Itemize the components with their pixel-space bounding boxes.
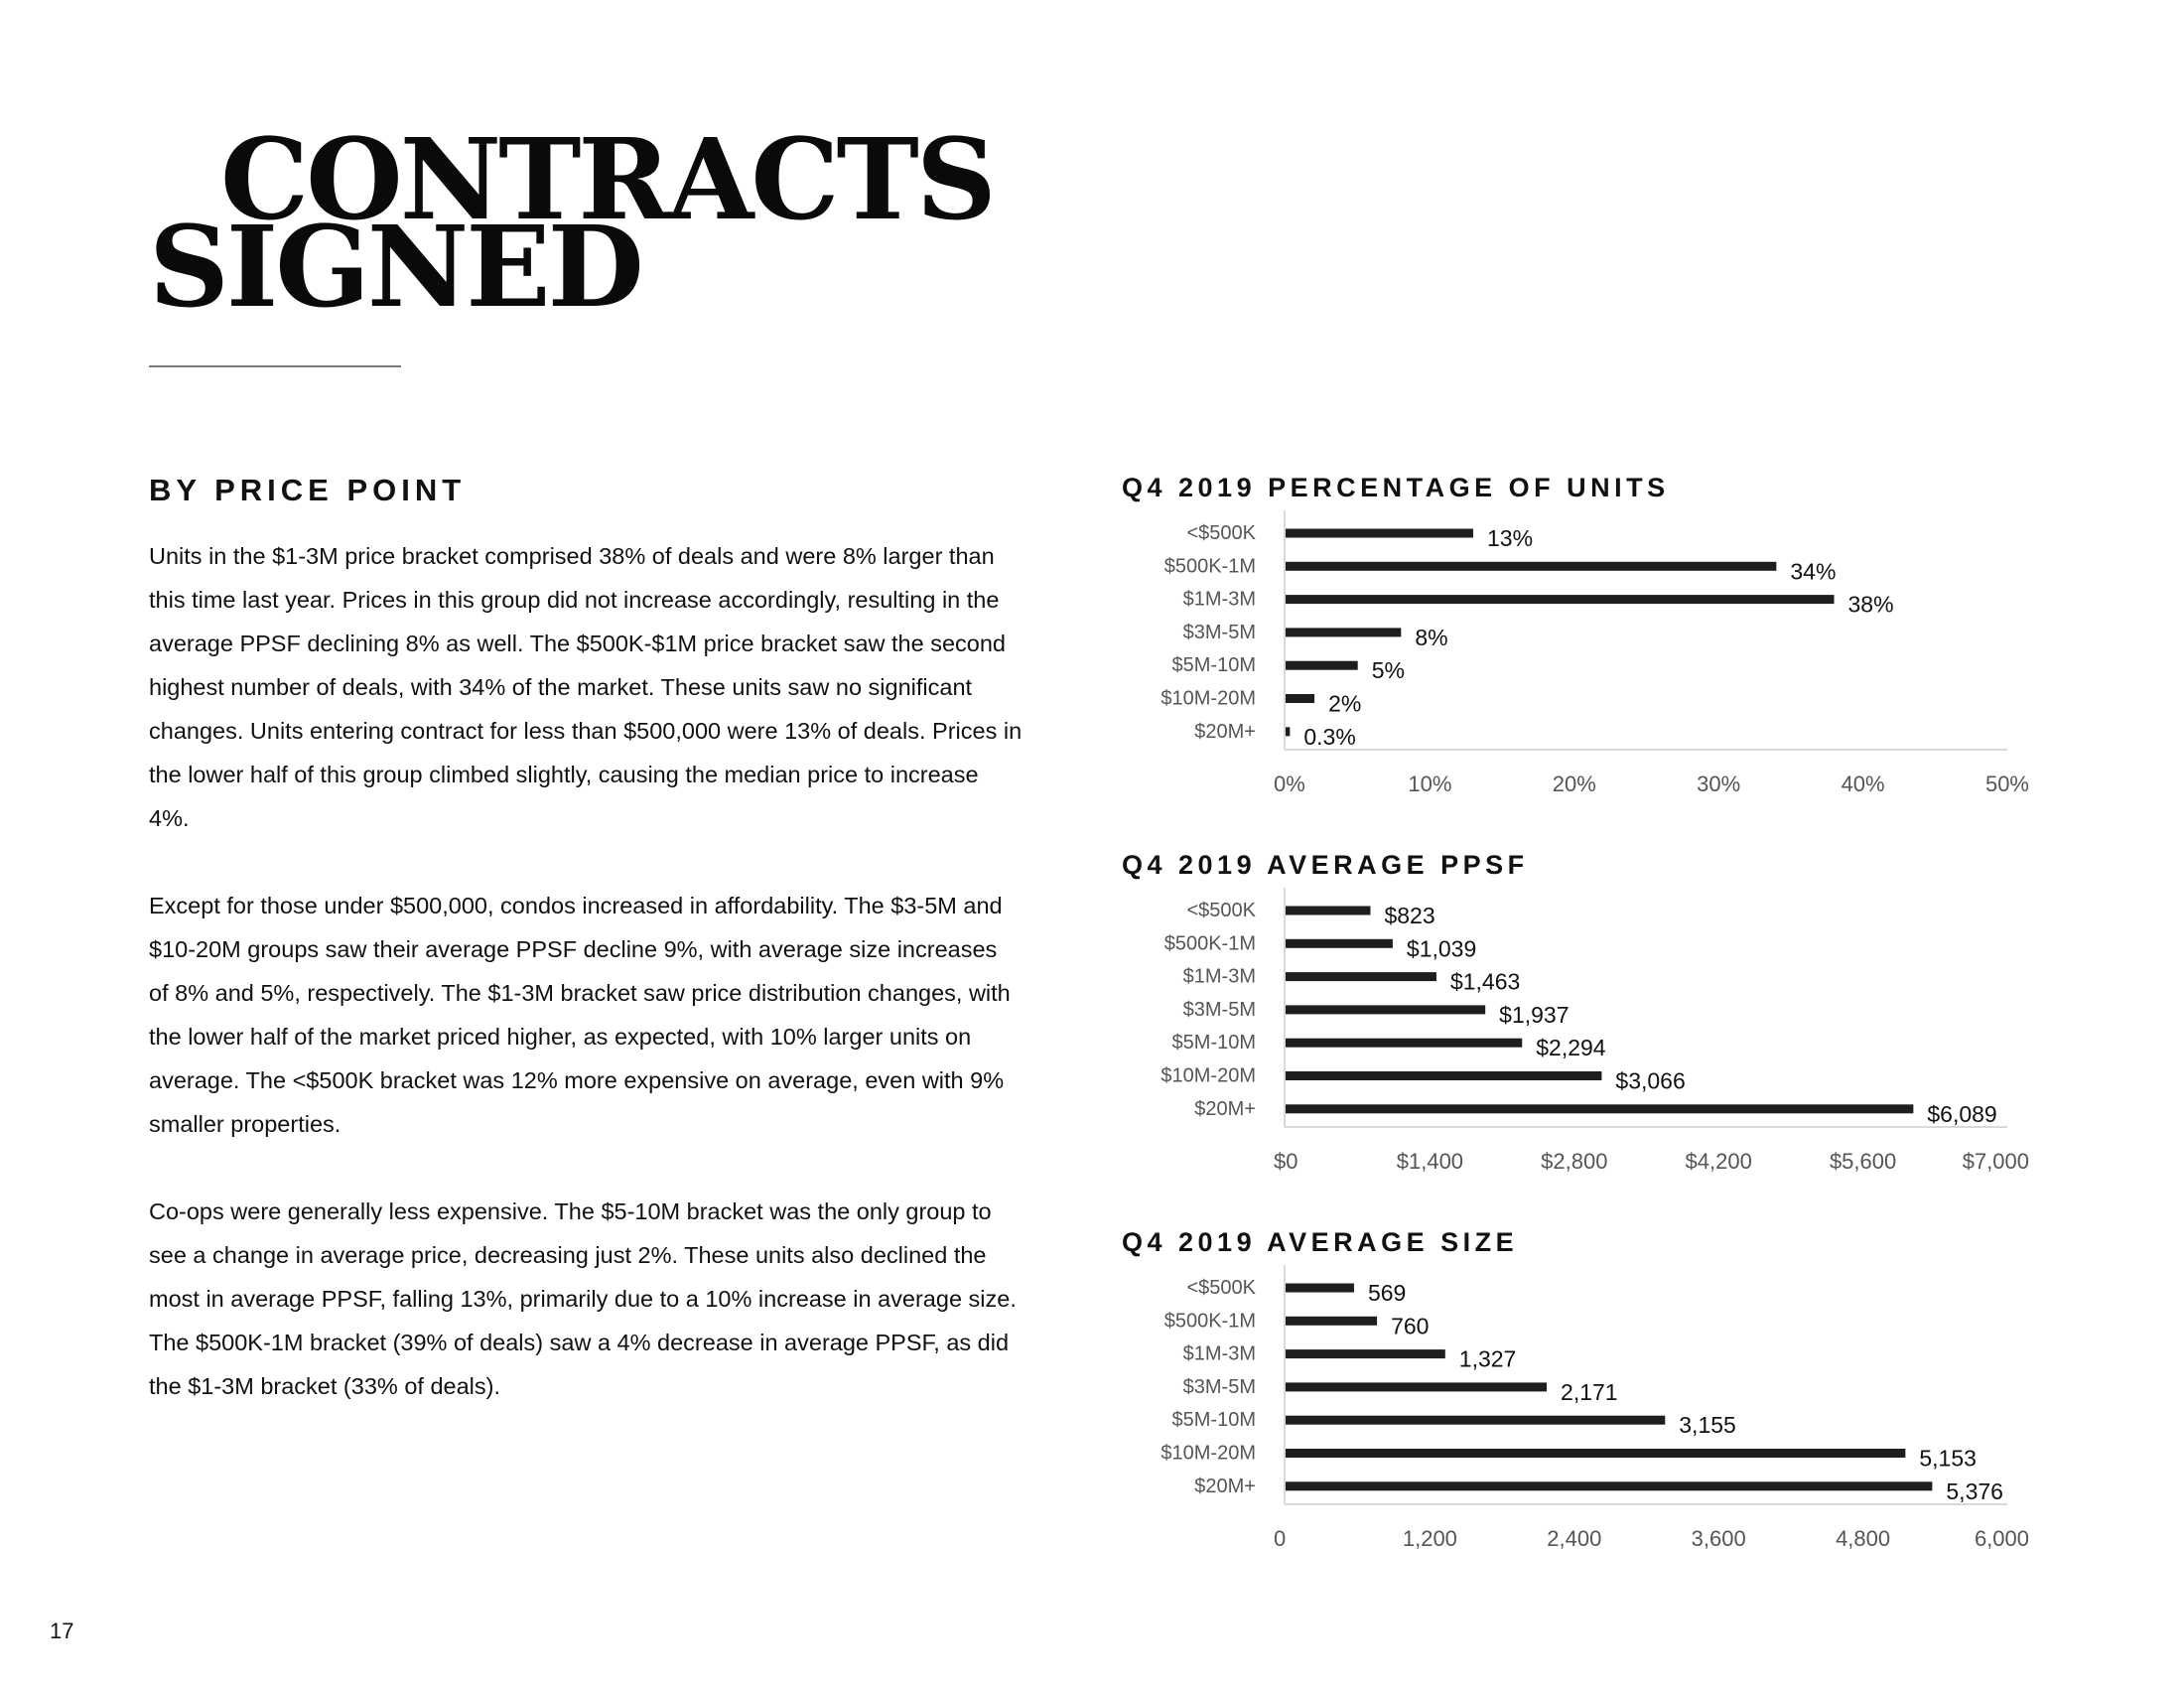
tick-label-2-800: $2,800 — [1541, 1149, 1608, 1174]
value-label-1m-3m: $1,463 — [1449, 968, 1521, 995]
bar-1m-3m — [1286, 595, 1835, 604]
paragraph-2: Except for those under $500,000, condos increased in affordability. The $3-5M and $10-20M groups saw their average PPSF decline 9%, with average size increases of 8% and 5%, respectively. The $1-3M bracket saw price distribution changes, with the lower half of the market priced higher, as expected, with 10% larger units on average. The <$500K bracket was 12% more expensive on average, even with 9% smaller properties. — [149, 893, 1011, 1137]
value-label-500k: 13% — [1487, 525, 1534, 551]
tick-label-20: 20% — [1552, 772, 1596, 796]
category-label-10m-20m: $10M-20M — [1160, 687, 1256, 710]
category-label-10m-20m: $10M-20M — [1160, 1442, 1256, 1465]
value-label-1m-3m: 38% — [1847, 591, 1894, 618]
bar-3m-5m — [1286, 1382, 1547, 1391]
tick-label-6-000: 6,000 — [1974, 1526, 2029, 1551]
value-label-5m-10m: 3,155 — [1679, 1412, 1736, 1439]
bar-500k-1m — [1286, 562, 1776, 571]
page-title — [149, 115, 994, 333]
category-label-500k: <$500K — [1186, 522, 1256, 544]
value-label-20m: $6,089 — [1927, 1100, 1997, 1127]
tick-label-50: 50% — [1984, 772, 2029, 796]
category-label-5m-10m: $5M-10M — [1171, 654, 1256, 677]
value-label-3m-5m: 8% — [1415, 624, 1448, 650]
tick-label-1-200: 1,200 — [1402, 1526, 1457, 1551]
bar-5m-10m — [1286, 661, 1358, 670]
category-label-20m: $20M+ — [1194, 1475, 1256, 1497]
page-title-line-1: CONTRACTS — [220, 115, 994, 245]
value-label-5m-10m: 5% — [1371, 657, 1405, 684]
value-label-500k-1m: $1,039 — [1406, 935, 1477, 962]
value-label-20m: 5,376 — [1946, 1477, 2003, 1504]
category-label-10m-20m: $10M-20M — [1160, 1064, 1256, 1087]
value-label-3m-5m: $1,937 — [1499, 1001, 1570, 1028]
value-label-500k: 569 — [1367, 1280, 1407, 1306]
tick-label-10: 10% — [1408, 772, 1452, 796]
chart-average-ppsf — [1122, 884, 2055, 1182]
bar-10m-20m — [1286, 1449, 1905, 1458]
section-heading: BY PRICE POINT — [149, 473, 467, 507]
page-title-line-2: SIGNED — [149, 203, 641, 333]
chart-average-size — [1122, 1261, 2055, 1559]
paragraph-3: Co-ops were generally less expensive. The $5-10M bracket was the only group to see a change in average price, decreasing just 2%. These units also declined the most in average PPSF, falling 13%, primarily due to a 10% increase in average size. The $500K-1M bracket (39% of deals) saw a 4% decrease in average PPSF, as did the $1-3M bracket (33% of deals). — [149, 1198, 1017, 1399]
category-label-500k-1m: $500K-1M — [1163, 1310, 1256, 1333]
bar-10m-20m — [1286, 694, 1314, 703]
bar-1m-3m — [1286, 972, 1436, 981]
bar-500k — [1286, 1284, 1354, 1293]
value-label-10m-20m: $3,066 — [1615, 1067, 1686, 1094]
category-label-3m-5m: $3M-5M — [1182, 621, 1256, 643]
tick-label-4-200: $4,200 — [1685, 1149, 1752, 1174]
tick-label-40: 40% — [1841, 772, 1885, 796]
category-label-1m-3m: $1M-3M — [1182, 965, 1256, 988]
category-label-500k-1m: $500K-1M — [1163, 932, 1256, 955]
category-label-500k-1m: $500K-1M — [1163, 555, 1256, 578]
tick-label-3-600: 3,600 — [1691, 1526, 1746, 1551]
value-label-10m-20m: 5,153 — [1919, 1445, 1977, 1472]
value-label-20m: 0.3% — [1303, 723, 1356, 750]
value-label-500k-1m: 34% — [1790, 558, 1837, 585]
body-text — [149, 534, 1023, 1452]
category-label-20m: $20M+ — [1194, 1097, 1256, 1120]
bar-1m-3m — [1286, 1349, 1445, 1358]
chart-percentage-of-units — [1122, 506, 2055, 804]
chart-title-average-size: Q4 2019 AVERAGE SIZE — [1122, 1227, 1519, 1257]
title-divider — [149, 365, 401, 367]
tick-label-0: 0% — [1274, 772, 1305, 796]
paragraph-1: Units in the $1-3M price bracket comprised 38% of deals and were 8% larger than this time last year. Prices in this group did not increase accordingly, resulting in the average PPSF declining 8% as well. The $500K-$1M price bracket saw the second highest number of deals, with 34% of the market. These units saw no significant changes. Units entering contract for less than $500,000 were 13% of deals. Prices in the lower half of this group climbed slightly, causing the median price to increase 4%. — [149, 543, 1023, 831]
category-label-20m: $20M+ — [1194, 720, 1256, 743]
value-label-500k: $823 — [1384, 903, 1435, 928]
tick-label-30: 30% — [1697, 772, 1741, 796]
bar-10m-20m — [1286, 1071, 1601, 1080]
value-label-3m-5m: 2,171 — [1561, 1378, 1618, 1405]
bar-500k-1m — [1286, 939, 1393, 948]
category-label-1m-3m: $1M-3M — [1182, 588, 1256, 611]
category-label-500k: <$500K — [1186, 900, 1256, 921]
value-label-10m-20m: 2% — [1328, 690, 1362, 717]
chart-title-percentage-of-units: Q4 2019 PERCENTAGE OF UNITS — [1122, 473, 1670, 502]
tick-label-4-800: 4,800 — [1836, 1526, 1891, 1551]
value-label-500k-1m: 760 — [1391, 1313, 1430, 1339]
tick-label-7-000: $7,000 — [1962, 1149, 2029, 1174]
tick-label-1-400: $1,400 — [1396, 1149, 1464, 1174]
value-label-5m-10m: $2,294 — [1536, 1035, 1606, 1061]
category-label-1m-3m: $1M-3M — [1182, 1342, 1256, 1365]
bar-500k — [1286, 529, 1473, 538]
tick-label-0: $0 — [1274, 1149, 1298, 1174]
category-label-5m-10m: $5M-10M — [1171, 1032, 1256, 1055]
bar-500k-1m — [1286, 1317, 1377, 1326]
chart-title-average-ppsf: Q4 2019 AVERAGE PPSF — [1122, 850, 1529, 880]
value-label-1m-3m: 1,327 — [1458, 1345, 1517, 1372]
bar-20m — [1286, 1104, 1913, 1113]
category-label-3m-5m: $3M-5M — [1182, 998, 1256, 1021]
bar-3m-5m — [1286, 628, 1401, 636]
bar-20m — [1286, 727, 1290, 736]
category-label-5m-10m: $5M-10M — [1171, 1409, 1256, 1432]
category-label-500k: <$500K — [1186, 1277, 1256, 1299]
bar-3m-5m — [1286, 1005, 1485, 1014]
bar-20m — [1286, 1481, 1932, 1490]
tick-label-2-400: 2,400 — [1547, 1526, 1602, 1551]
page-number: 17 — [50, 1618, 74, 1643]
bar-5m-10m — [1286, 1416, 1665, 1425]
tick-label-5-600: $5,600 — [1829, 1149, 1897, 1174]
bar-5m-10m — [1286, 1039, 1522, 1048]
tick-label-0: 0 — [1274, 1526, 1287, 1551]
category-label-3m-5m: $3M-5M — [1182, 1375, 1256, 1398]
bar-500k — [1286, 907, 1370, 915]
